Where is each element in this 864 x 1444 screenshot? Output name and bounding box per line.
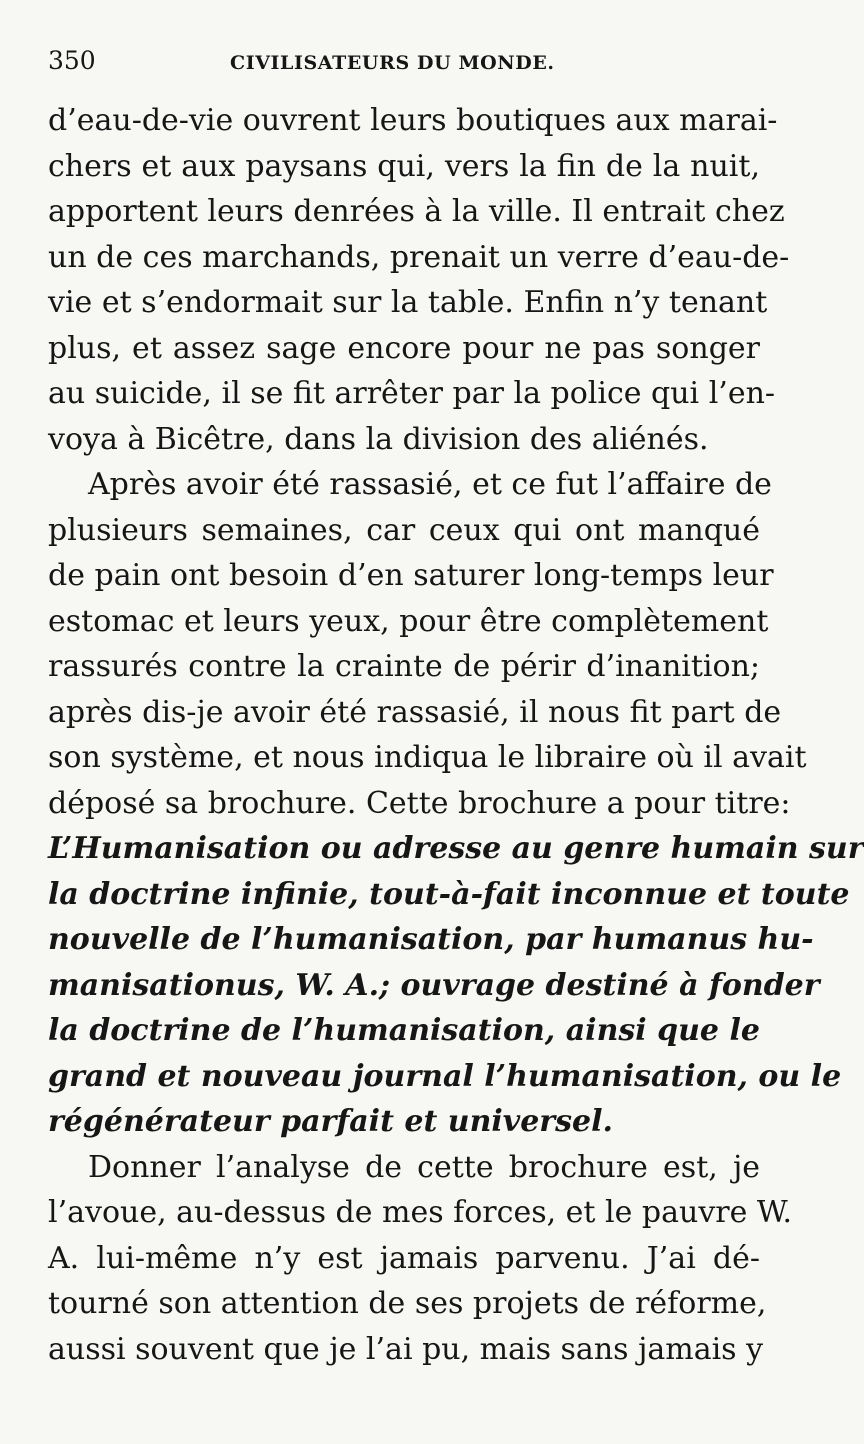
text-line: aussi souvent que je l’ai pu, mais sans jamais y bbox=[48, 1331, 764, 1367]
book-title-line: la doctrine de l’humanisation, ainsi que le bbox=[48, 1013, 760, 1048]
text-line: de pain ont besoin d’en saturer long-temps leur bbox=[48, 558, 774, 593]
text-line: au suicide, il se fit arrêter par la police qui l’en- bbox=[48, 376, 776, 411]
text-line: Donner l’analyse de cette brochure est, je bbox=[88, 1149, 760, 1185]
text-line: Après avoir été rassasié, et ce fut l’affaire de bbox=[88, 467, 772, 502]
text-line: tourné son attention de ses projets de réforme, bbox=[48, 1286, 767, 1321]
running-head: CIVILISATEURS DU MONDE. bbox=[230, 52, 555, 74]
book-title-line: la doctrine infinie, tout-à-fait inconnue et toute bbox=[48, 876, 850, 912]
text-line: A. lui-même n’y est jamais parvenu. J’ai dé- bbox=[48, 1240, 760, 1276]
page-number: 350 bbox=[48, 46, 96, 75]
text-line: chers et aux paysans qui, vers la fin de la nuit, bbox=[48, 148, 760, 184]
body-text bbox=[48, 98, 864, 1372]
text-line: apportent leurs denrées à la ville. Il entrait chez bbox=[48, 194, 785, 229]
page-header bbox=[48, 46, 760, 98]
text-line: rassurés contre la crainte de périr d’inanition; bbox=[48, 649, 760, 684]
book-title-line: L’Humanisation ou adresse au genre humain sur bbox=[48, 831, 864, 866]
text-line: l’avoue, au-dessus de mes forces, et le pauvre W. bbox=[48, 1195, 793, 1230]
book-title-line: grand et nouveau journal l’humanisation, ou le bbox=[48, 1058, 842, 1094]
text-line: vie et s’endormait sur la table. Enfin n’y tenant bbox=[48, 285, 768, 320]
text-line: son système, et nous indiqua le libraire où il avait bbox=[48, 740, 807, 775]
book-title-line: nouvelle de l’humanisation, par humanus hu- bbox=[48, 922, 814, 957]
text-line: plusieurs semaines, car ceux qui ont manqué bbox=[48, 512, 760, 548]
text-line: après dis-je avoir été rassasié, il nous fit part de bbox=[48, 694, 782, 730]
text-line: d’eau-de-vie ouvrent leurs boutiques aux marai- bbox=[48, 103, 778, 138]
text-line: voya à Bicêtre, dans la division des aliénés. bbox=[48, 421, 709, 457]
text-line: un de ces marchands, prenait un verre d’eau-de- bbox=[48, 239, 790, 275]
book-title-line: régénérateur parfait et universel. bbox=[48, 1104, 613, 1139]
text-line: estomac et leurs yeux, pour être complètement bbox=[48, 603, 769, 639]
text-line: plus, et assez sage encore pour ne pas songer bbox=[48, 330, 760, 366]
text-line: déposé sa brochure. Cette brochure a pour titre: bbox=[48, 785, 791, 821]
book-title-line: manisationus, W. A.; ouvrage destiné à fonder bbox=[48, 967, 820, 1003]
